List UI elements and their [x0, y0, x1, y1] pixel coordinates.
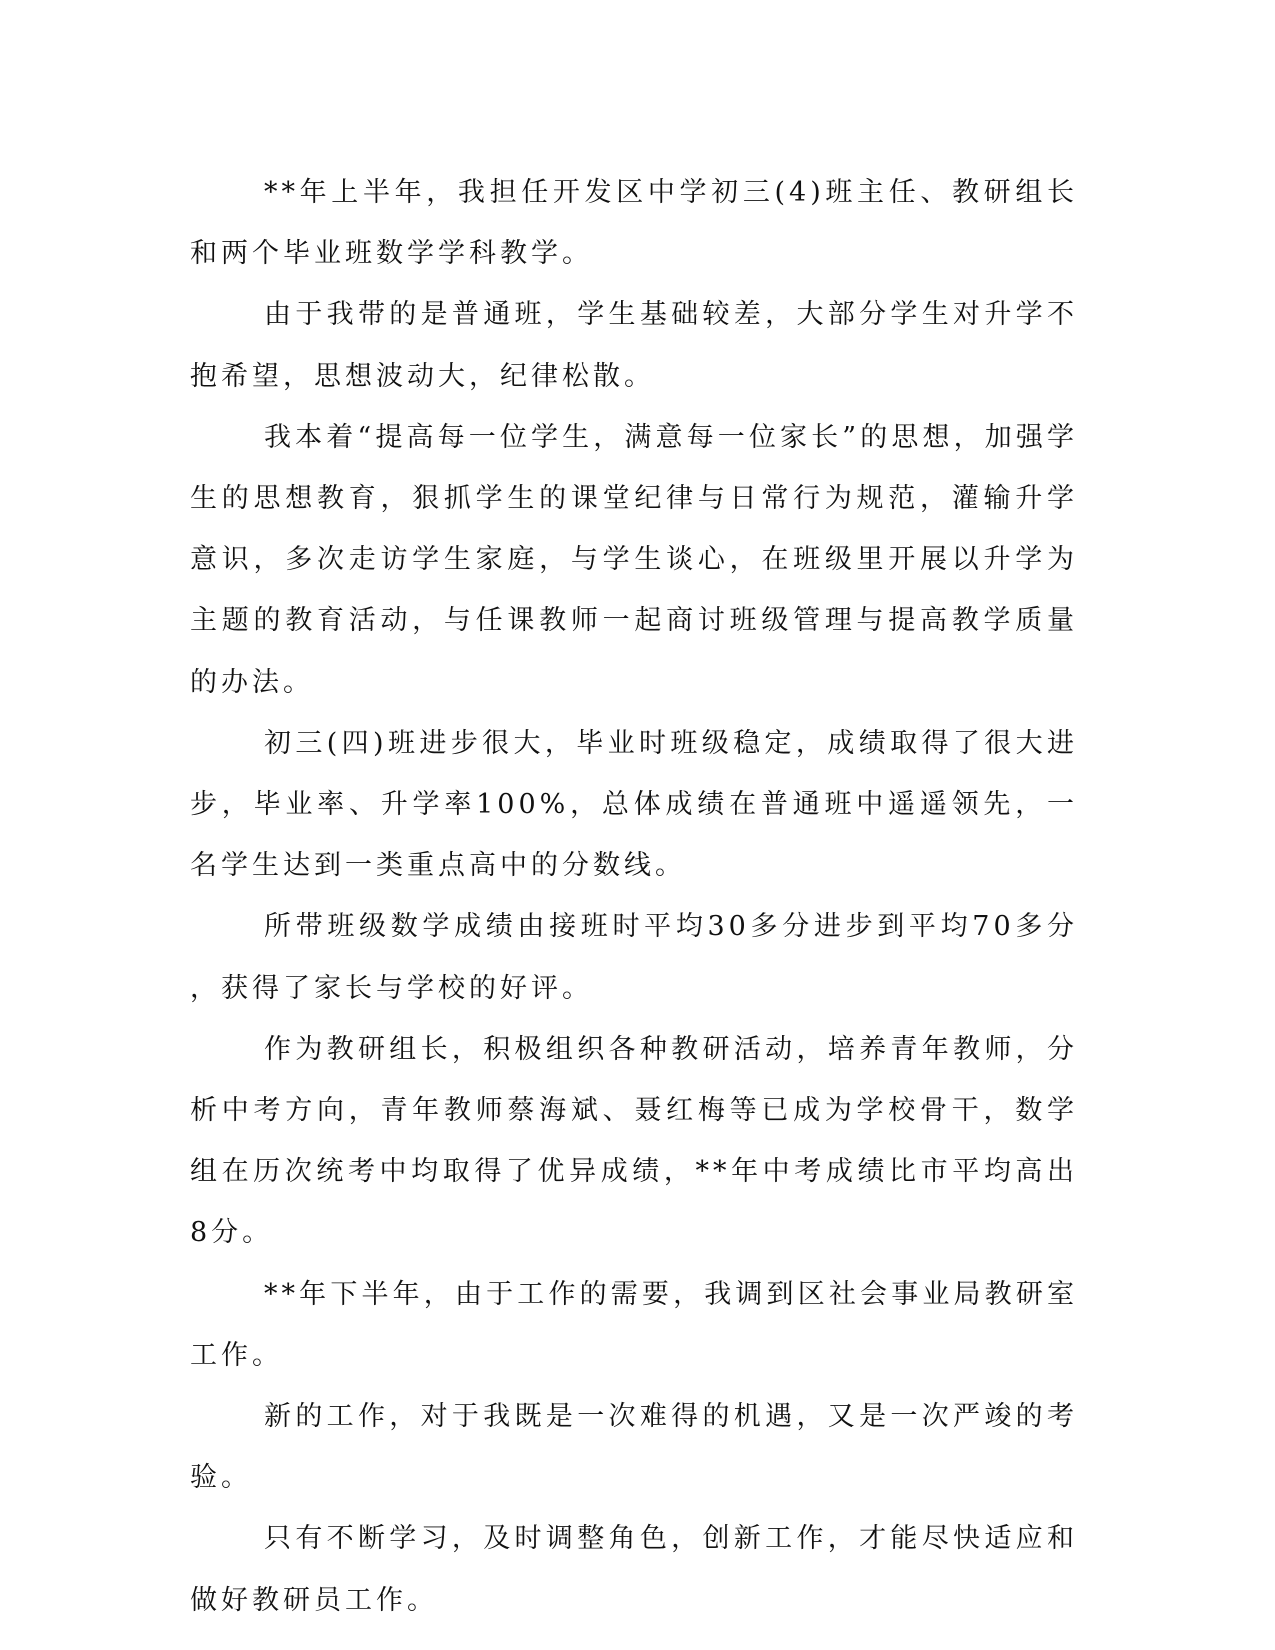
- paragraph-2: 由于我带的是普通班，学生基础较差，大部分学生对升学不抱希望，思想波动大，纪律松散。: [190, 299, 1078, 392]
- paragraph-9: 只有不断学习，及时调整角色，创新工作，才能尽快适应和做好教研员工作。: [190, 1523, 1078, 1616]
- paragraph-4: 初三(四)班进步很大，毕业时班级稳定，成绩取得了很大进步，毕业率、升学率100%，总体成绩在普通班中遥遥领先，一名学生达到一类重点高中的分数线。: [190, 727, 1078, 882]
- paragraph-8: 新的工作，对于我既是一次难得的机遇，又是一次严竣的考验。: [190, 1401, 1078, 1494]
- paragraph-6: 作为教研组长，积极组织各种教研活动，培养青年教师，分析中考方向，青年教师蔡海斌、聂红梅等已成为学校骨干，数学组在历次统考中均取得了优异成绩，**年中考成绩比市平均高出8分。: [190, 1033, 1078, 1249]
- paragraph-1: **年上半年，我担任开发区中学初三(4)班主任、教研组长和两个毕业班数学学科教学。: [190, 177, 1078, 270]
- paragraph-3: 我本着“提高每一位学生，满意每一位家长”的思想，加强学生的思想教育，狠抓学生的课堂纪律与日常行为规范，灌输升学意识，多次走访学生家庭，与学生谈心，在班级里开展以升学为主题的教育活动，与任课教师一起商讨班级管理与提高教学质量的办法。: [190, 421, 1078, 698]
- paragraph-5: 所带班级数学成绩由接班时平均30多分进步到平均70多分，获得了家长与学校的好评。: [190, 911, 1078, 1004]
- document-body: [190, 162, 1078, 1631]
- paragraph-7: **年下半年，由于工作的需要，我调到区社会事业局教研室工作。: [190, 1278, 1078, 1371]
